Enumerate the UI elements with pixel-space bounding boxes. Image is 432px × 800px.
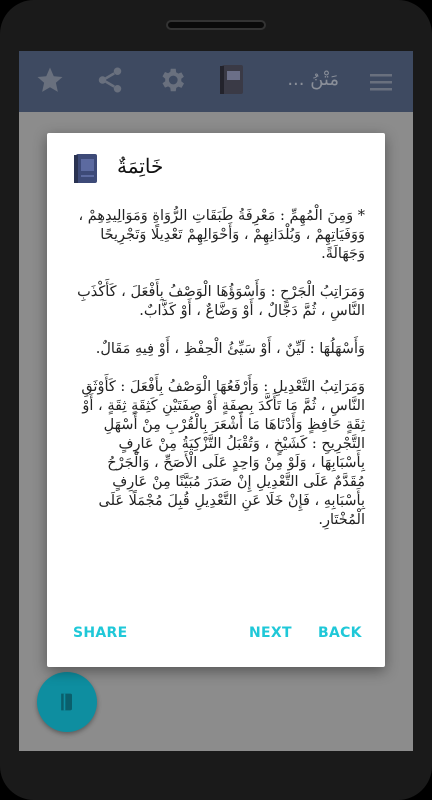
share-icon[interactable] xyxy=(95,65,125,95)
speaker-grille xyxy=(166,20,266,30)
paragraph: وَأَسْهَلُهَا : لَيِّنٌ ، أَوْ سَيِّئُ الْحِفْظِ ، أَوْ فِيهِ مَقَالٌ. xyxy=(95,341,365,357)
paragraph: وَمَرَاتِبُ التَّعْدِيلِ : وَأَرْفَعُهَا الْوَصْفُ بِأَفْعَلَ : كَأَوْثَقِ النَّاسِ ، ثُمَّ مَا تَأَكَّدَ بِصِفَةٍ أَوْ صِفَتَيْنِ كَثِقَةٍ ثِقَةٍ ، أَوْ ثِقَةٍ حَافِظٍ وَأَدْنَاهَا مَا أَشْعَرَ بِالْقُرْبِ مِنْ أَسْهَلِ التَّجْرِيحِ : كَشَيْخٍ ، وَتُقْبَلُ التَّزْكِيَةُ مِنْ عَارِفٍ بِأَسْبَابِهَا ، وَلَوْ مِنْ وَاحِدٍ عَلَى الْأَصَحِّ ، وَالْجَرْحُ مُقَدَّمٌ عَلَى التَّعْدِيلِ إِنْ صَدَرَ مُبَيَّنًا مِنْ عَارِفٍ بِأَسْبَابِهِ ، فَإِنْ خَلَا عَنِ التَّعْدِيلِ قُبِلَ مُجْمَلًا عَلَى الْمُخْتَارِ. xyxy=(81,379,365,528)
dialog-title: خَاتِمَةٌ xyxy=(117,154,164,178)
app-bar xyxy=(19,51,413,112)
dialog-header xyxy=(47,147,385,183)
dialog-actions xyxy=(47,625,385,649)
back-button[interactable]: BACK xyxy=(318,625,362,641)
paragraph: * وَمِنَ الْمُهِمِّ : مَعْرِفَةُ طَبَقَاتِ الرُّوَاةِ وَمَوَالِيدِهِمْ ، وَوَفَيَاتِهِمْ ، وَبُلْدَانِهِمْ ، وَأَحْوَالِهِمْ تَعْدِيلًا وَتَجْرِيحًا وَجَهَالَةً. xyxy=(78,208,365,262)
paragraph: وَمَرَاتِبُ الْجَرْحِ : وَأَسْوَؤُهَا الْوَصْفُ بِأَفْعَلَ ، كَأَكْذَبِ النَّاسِ ، ثُمَّ دَجَّالٌ ، أَوْ وَضَّاعٌ ، أَوْ كَذَّابٌ. xyxy=(77,284,365,319)
gear-icon[interactable] xyxy=(157,65,187,95)
book-icon xyxy=(73,153,99,185)
app-title: مَتْنُ ... xyxy=(287,69,339,90)
menu-icon[interactable] xyxy=(369,71,393,93)
book-icon[interactable] xyxy=(219,64,245,96)
book-icon xyxy=(57,691,77,713)
floating-book-button[interactable] xyxy=(37,672,97,732)
content-dialog xyxy=(47,133,385,667)
share-button[interactable]: SHARE xyxy=(73,625,128,641)
star-icon[interactable] xyxy=(35,65,65,95)
dialog-body xyxy=(73,207,365,549)
next-button[interactable]: NEXT xyxy=(249,625,292,641)
